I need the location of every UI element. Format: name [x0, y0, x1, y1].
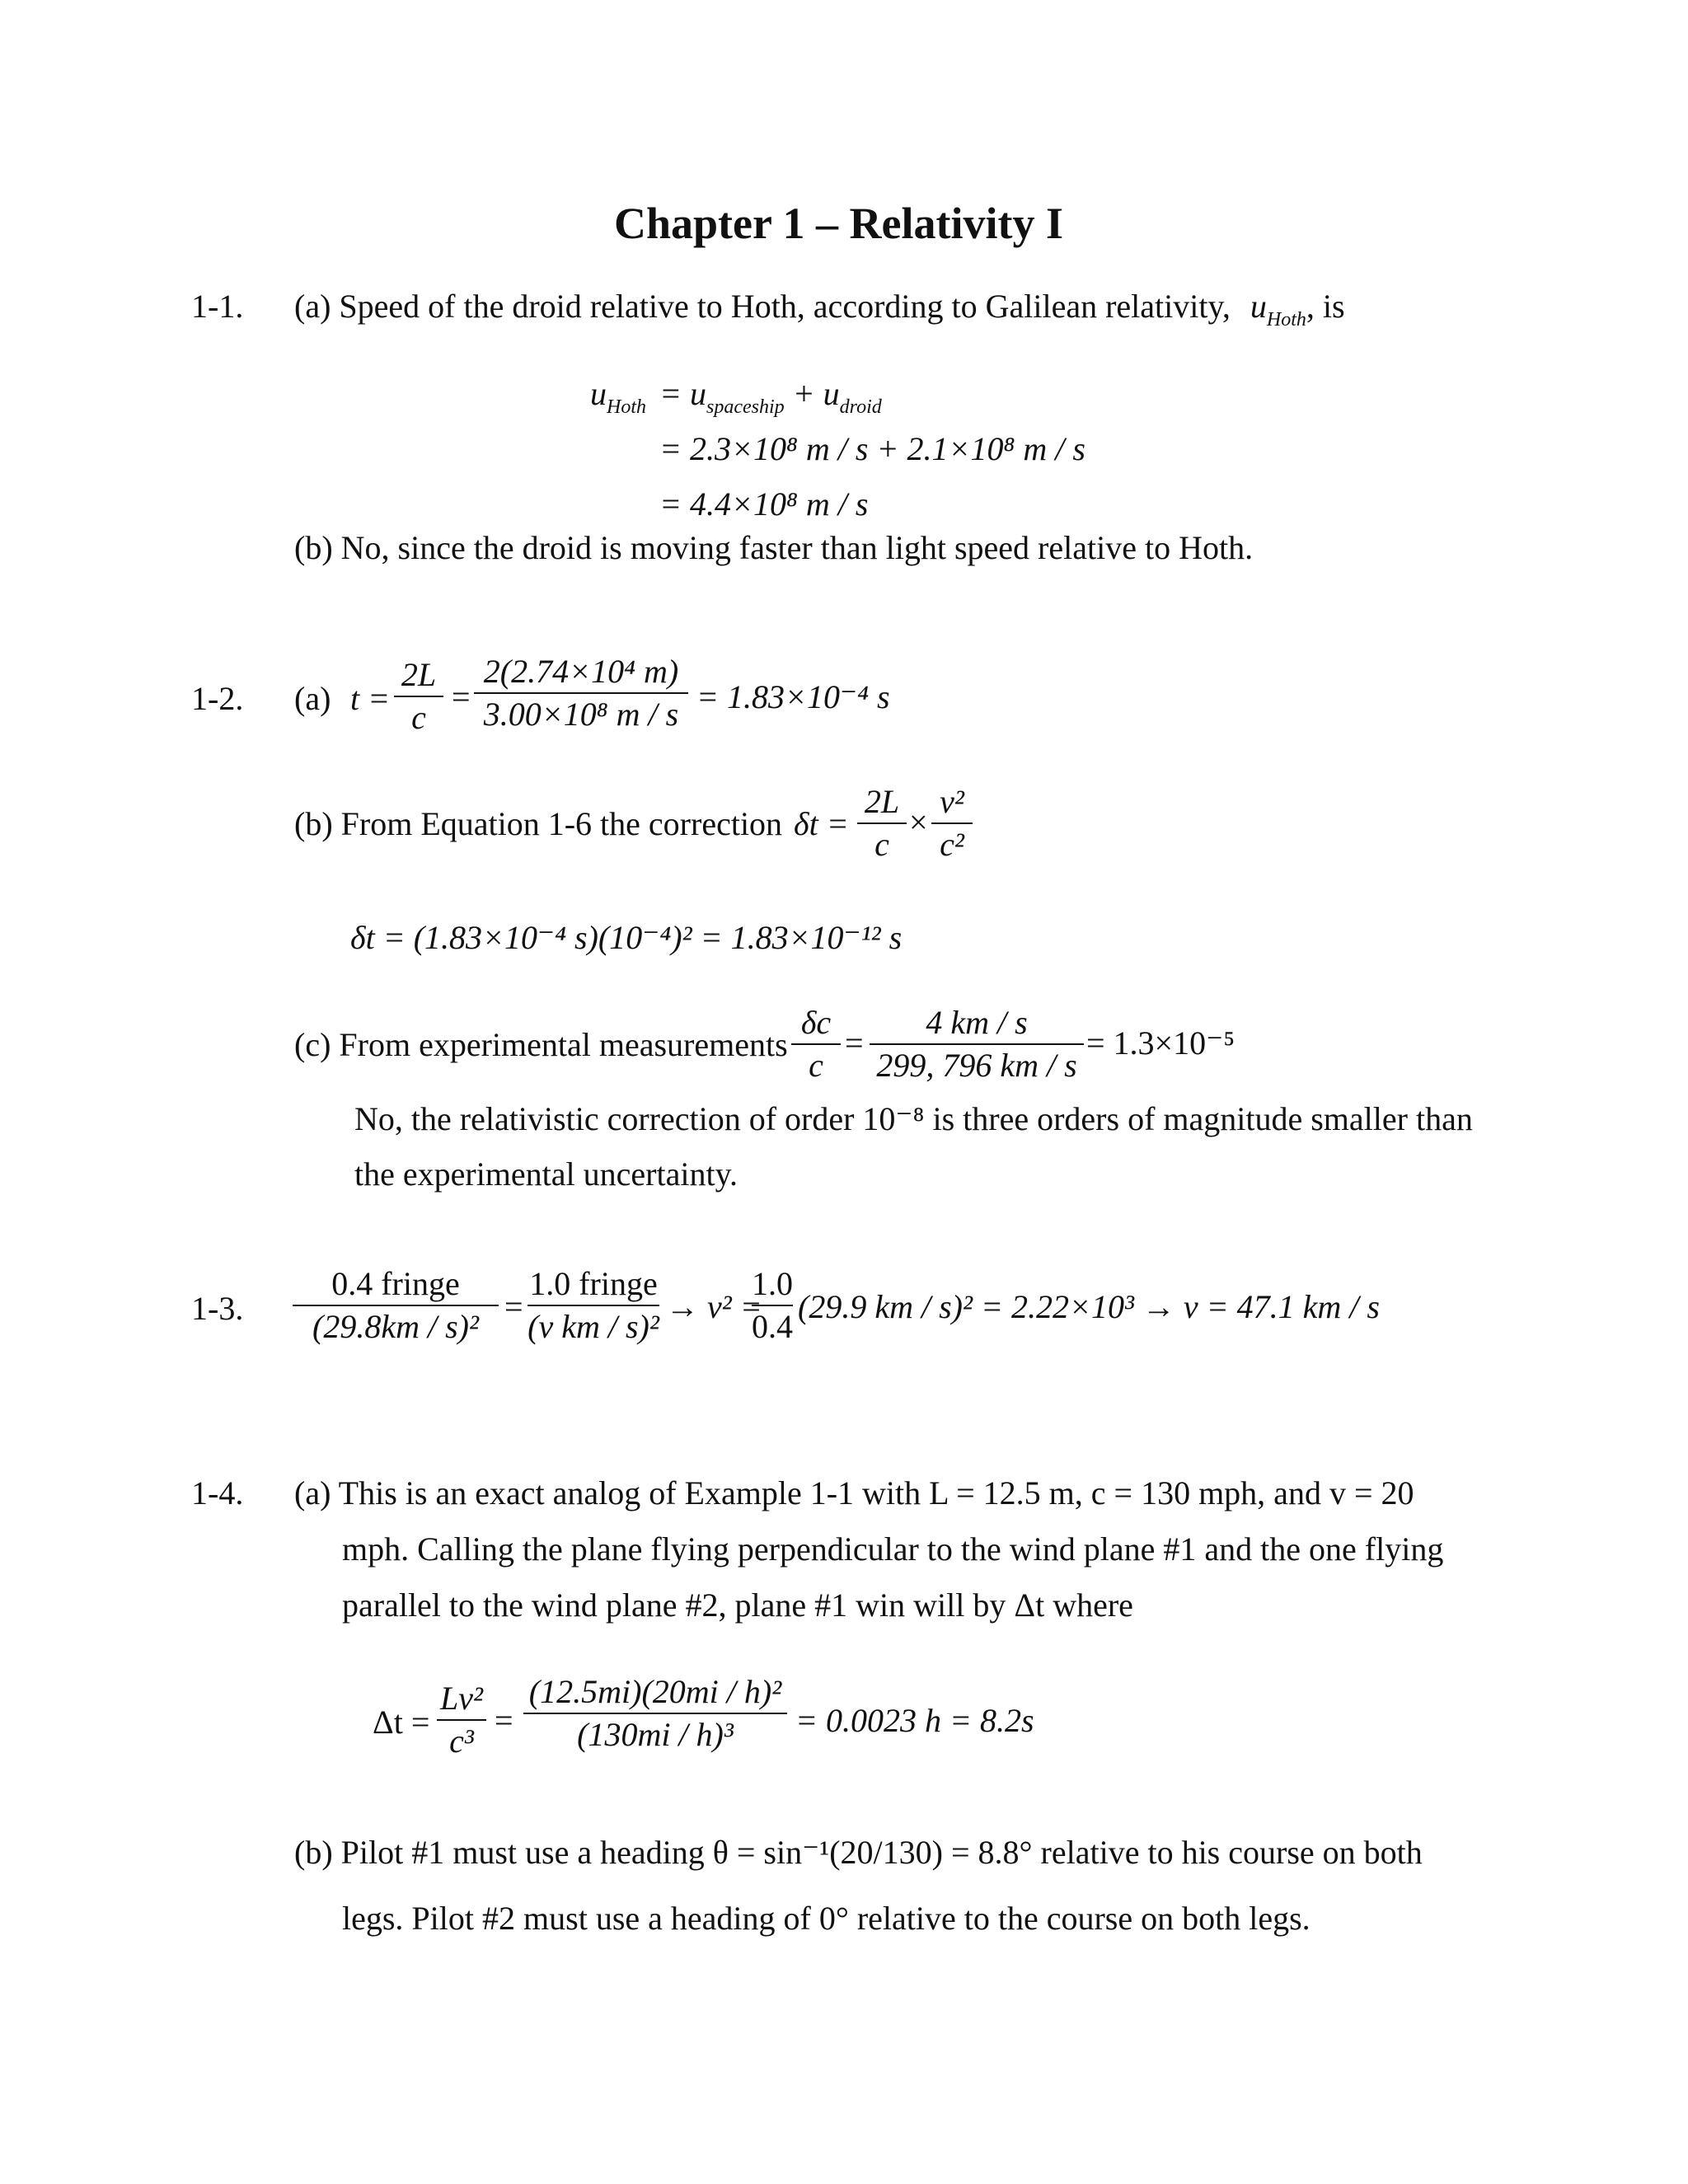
delta-t-equals-1-4: Δt =: [373, 1704, 430, 1741]
fraction-numerator: 4 km / s: [926, 1004, 1028, 1041]
delta-t-result: δt = (1.83×10⁻⁴ s)(10⁻⁴)² = 1.83×10⁻¹² s: [350, 919, 903, 956]
fraction-time-calc: [474, 653, 688, 733]
fraction-numerator: Lv²: [440, 1680, 483, 1717]
eq-rhs-sub-droid: droid: [839, 396, 882, 418]
arrow-v-squared: → v² =: [666, 1288, 762, 1325]
fraction-denominator: c: [874, 826, 889, 863]
times-sign: ×: [909, 804, 928, 841]
problem-1-2-c-line-2: the experimental uncertainty.: [354, 1155, 738, 1193]
fraction-denominator: 3.00×10⁸ m / s: [483, 696, 679, 733]
eq-lhs-sub: Hoth: [607, 396, 646, 418]
fraction-numerator: δc: [800, 1004, 832, 1041]
eq-plus-u: + u: [792, 375, 840, 412]
fraction-denominator: c: [809, 1047, 823, 1084]
result-1-4-a: = 0.0023 h = 8.2s: [795, 1702, 1034, 1739]
fraction-speed-ratio: [870, 1004, 1084, 1085]
result-1-2-a: = 1.83×10⁻⁴ s: [696, 678, 890, 715]
problem-1-2-c-line-1: No, the relativistic correction of order 10⁻⁸ is three orders of magnitude smaller than: [354, 1100, 1473, 1137]
problem-1-4-b-line-1: (b) Pilot #1 must use a heading θ = sin⁻¹(20/130) = 8.8° relative to his course on both: [294, 1834, 1423, 1871]
problem-1-1-part-a-end: , is: [1306, 288, 1345, 325]
page-title: Chapter 1 – Relativity I: [614, 199, 1063, 248]
equation-1-1-line-3: = 4.4×10⁸ m / s: [659, 485, 869, 523]
problem-1-2-part-a-label: (a): [294, 680, 331, 717]
problem-1-1-part-a: [294, 288, 1345, 330]
fraction-denominator: (v km / s)²: [528, 1308, 659, 1345]
fraction-numerator: (12.5mi)(20mi / h)²: [528, 1673, 782, 1710]
equals-sign: =: [452, 678, 471, 715]
fraction-denominator: c: [411, 699, 426, 736]
problem-1-4-b-line-2: legs. Pilot #2 must use a heading of 0° relative to the course on both legs.: [342, 1900, 1311, 1937]
fraction-dc-over-c: [791, 1004, 841, 1085]
fraction-numerator: 2(2.74×10⁴ m): [483, 653, 679, 690]
eq-rhs-sub-spaceship: spaceship: [706, 396, 785, 418]
fraction-2L-over-c-b: [857, 783, 907, 864]
problem-number-1-2: 1-2.: [191, 680, 244, 717]
fraction-2L-over-c: [394, 656, 443, 737]
fraction-ratio: [752, 1265, 793, 1346]
problem-1-2-part-c: (c) From experimental measurements: [294, 1026, 788, 1063]
fraction-numerator: 1.0: [752, 1265, 793, 1302]
eq-lhs-u: u: [590, 375, 607, 412]
problem-number-1-4: 1-4.: [191, 1474, 244, 1511]
equals-sign-c: =: [845, 1024, 864, 1062]
equation-1-1-line-1: [590, 375, 882, 418]
fraction-denominator: 0.4: [752, 1308, 793, 1345]
problem-1-1-part-a-text: (a) Speed of the droid relative to Hoth, according to Galilean relativity,: [294, 288, 1231, 325]
fraction-numerator: v²: [940, 783, 964, 820]
fraction-numerator: 2L: [401, 656, 437, 693]
fraction-time-difference: [523, 1673, 787, 1754]
fraction-numerator: 0.4 fringe: [331, 1265, 460, 1302]
fraction-numerator: 2L: [864, 783, 900, 820]
equals-sign-1-4: =: [495, 1702, 513, 1739]
problem-1-2-part-b: (b) From Equation 1-6 the correction: [294, 805, 783, 842]
problem-1-4-a-line-2: mph. Calling the plane flying perpendicular to the wind plane #1 and the one flying: [342, 1530, 1444, 1568]
fraction-denominator: c³: [449, 1722, 474, 1760]
equals-sign-1-3: =: [504, 1288, 523, 1325]
result-1-2-c: = 1.3×10⁻⁵: [1086, 1024, 1236, 1062]
delta-t-equals: δt =: [794, 805, 849, 842]
u-hoth-variable: u: [1250, 288, 1267, 325]
fraction-denominator: (130mi / h)³: [577, 1716, 734, 1753]
fraction-denominator: 299, 796 km / s: [876, 1047, 1077, 1084]
fraction-denominator: c²: [940, 826, 964, 863]
problem-number-1-3: 1-3.: [191, 1290, 244, 1327]
fraction-fringe-1: [293, 1265, 499, 1346]
problem-1-4-a-line-3: parallel to the wind plane #2, plane #1 win will by Δt where: [342, 1586, 1133, 1624]
u-hoth-subscript: Hoth: [1266, 309, 1306, 330]
problem-number-1-1: 1-1.: [191, 288, 244, 325]
fraction-numerator: 1.0 fringe: [529, 1265, 658, 1302]
equation-1-1-line-2: = 2.3×10⁸ m / s + 2.1×10⁸ m / s: [659, 430, 1085, 467]
t-equals: t =: [350, 680, 391, 717]
fraction-fringe-2: [528, 1265, 659, 1346]
problem-1-1-part-b: (b) No, since the droid is moving faster than light speed relative to Hoth.: [294, 529, 1254, 566]
eq-rhs-u: = u: [659, 375, 706, 412]
fraction-Lv2-over-c3: [437, 1680, 486, 1760]
result-1-3: (29.9 km / s)² = 2.22×10³ → v = 47.1 km / s: [798, 1288, 1380, 1325]
fraction-v2-over-c2: [931, 783, 973, 864]
fraction-denominator: (29.8km / s)²: [312, 1308, 479, 1345]
problem-1-4-a-line-1: (a) This is an exact analog of Example 1-1 with L = 12.5 m, c = 130 mph, and v = 20: [294, 1474, 1414, 1511]
